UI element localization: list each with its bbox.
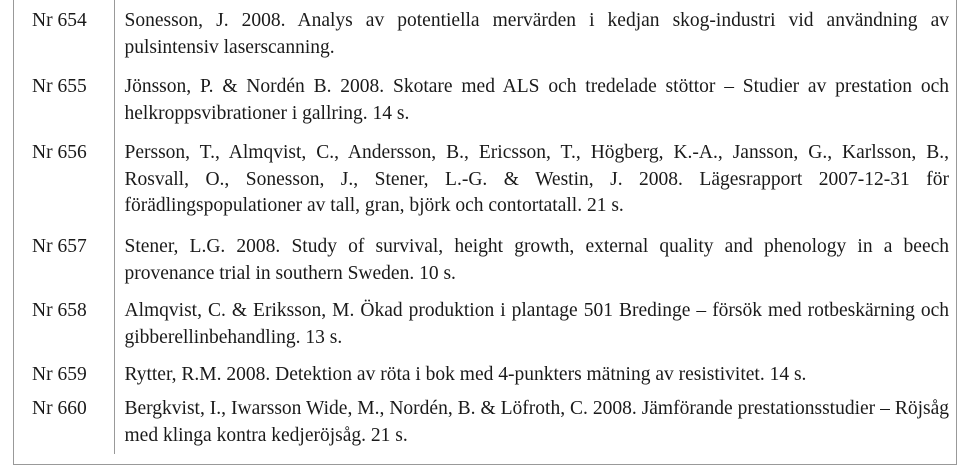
report-number: Nr 656 <box>13 134 114 228</box>
table-row <box>13 390 957 454</box>
report-list-table <box>13 0 957 454</box>
report-number: Nr 655 <box>13 66 114 134</box>
table-row <box>13 0 957 66</box>
report-citation: Almqvist, C. & Eriksson, M. Ökad produktion i plantage 501 Bredinge – försök med rotbeskärning och gibberellinbehandling. 13 s. <box>124 300 949 348</box>
report-number: Nr 657 <box>13 228 114 292</box>
report-number: Nr 658 <box>13 292 114 356</box>
report-number: Nr 660 <box>13 390 114 454</box>
report-citation: Stener, L.G. 2008. Study of survival, height growth, external quality and phenology in a beech provenance trial in southern Sweden. 10 s. <box>124 236 949 284</box>
report-citation: Bergkvist, I., Iwarsson Wide, M., Nordén, B. & Löfroth, C. 2008. Jämförande prestationsstudier – Röjsåg med klinga kontra kedjeröjsåg. 21 s. <box>124 398 949 446</box>
report-number: Nr 659 <box>13 356 114 390</box>
table-row <box>13 66 957 134</box>
table-row <box>13 134 957 228</box>
report-citation: Rytter, R.M. 2008. Detektion av röta i bok med 4-punkters mätning av resistivitet. 14 s. <box>124 364 807 385</box>
report-number: Nr 654 <box>13 0 114 66</box>
report-citation: Persson, T., Almqvist, C., Andersson, B., Ericsson, T., Högberg, K.-A., Jansson, G., Karlsson, B., Rosvall, O., Sonesson, J., Stener, L.-G. & Westin, J. 2008. Lägesrapport 2007-12-31 för förädlingspopulationer av tall, gran, björk och contortatall. 21 s. <box>124 142 949 216</box>
table-row <box>13 228 957 292</box>
report-citation: Jönsson, P. & Nordén B. 2008. Skotare med ALS och tredelade stöttor – Studier av prestation och helkroppsvibrationer i gallring. 14 s. <box>124 76 949 124</box>
table-row <box>13 292 957 356</box>
report-citation: Sonesson, J. 2008. Analys av potentiella mervärden i kedjan skog-industri vid användning av pulsintensiv laserscanning. <box>124 10 949 58</box>
table-row <box>13 356 957 390</box>
